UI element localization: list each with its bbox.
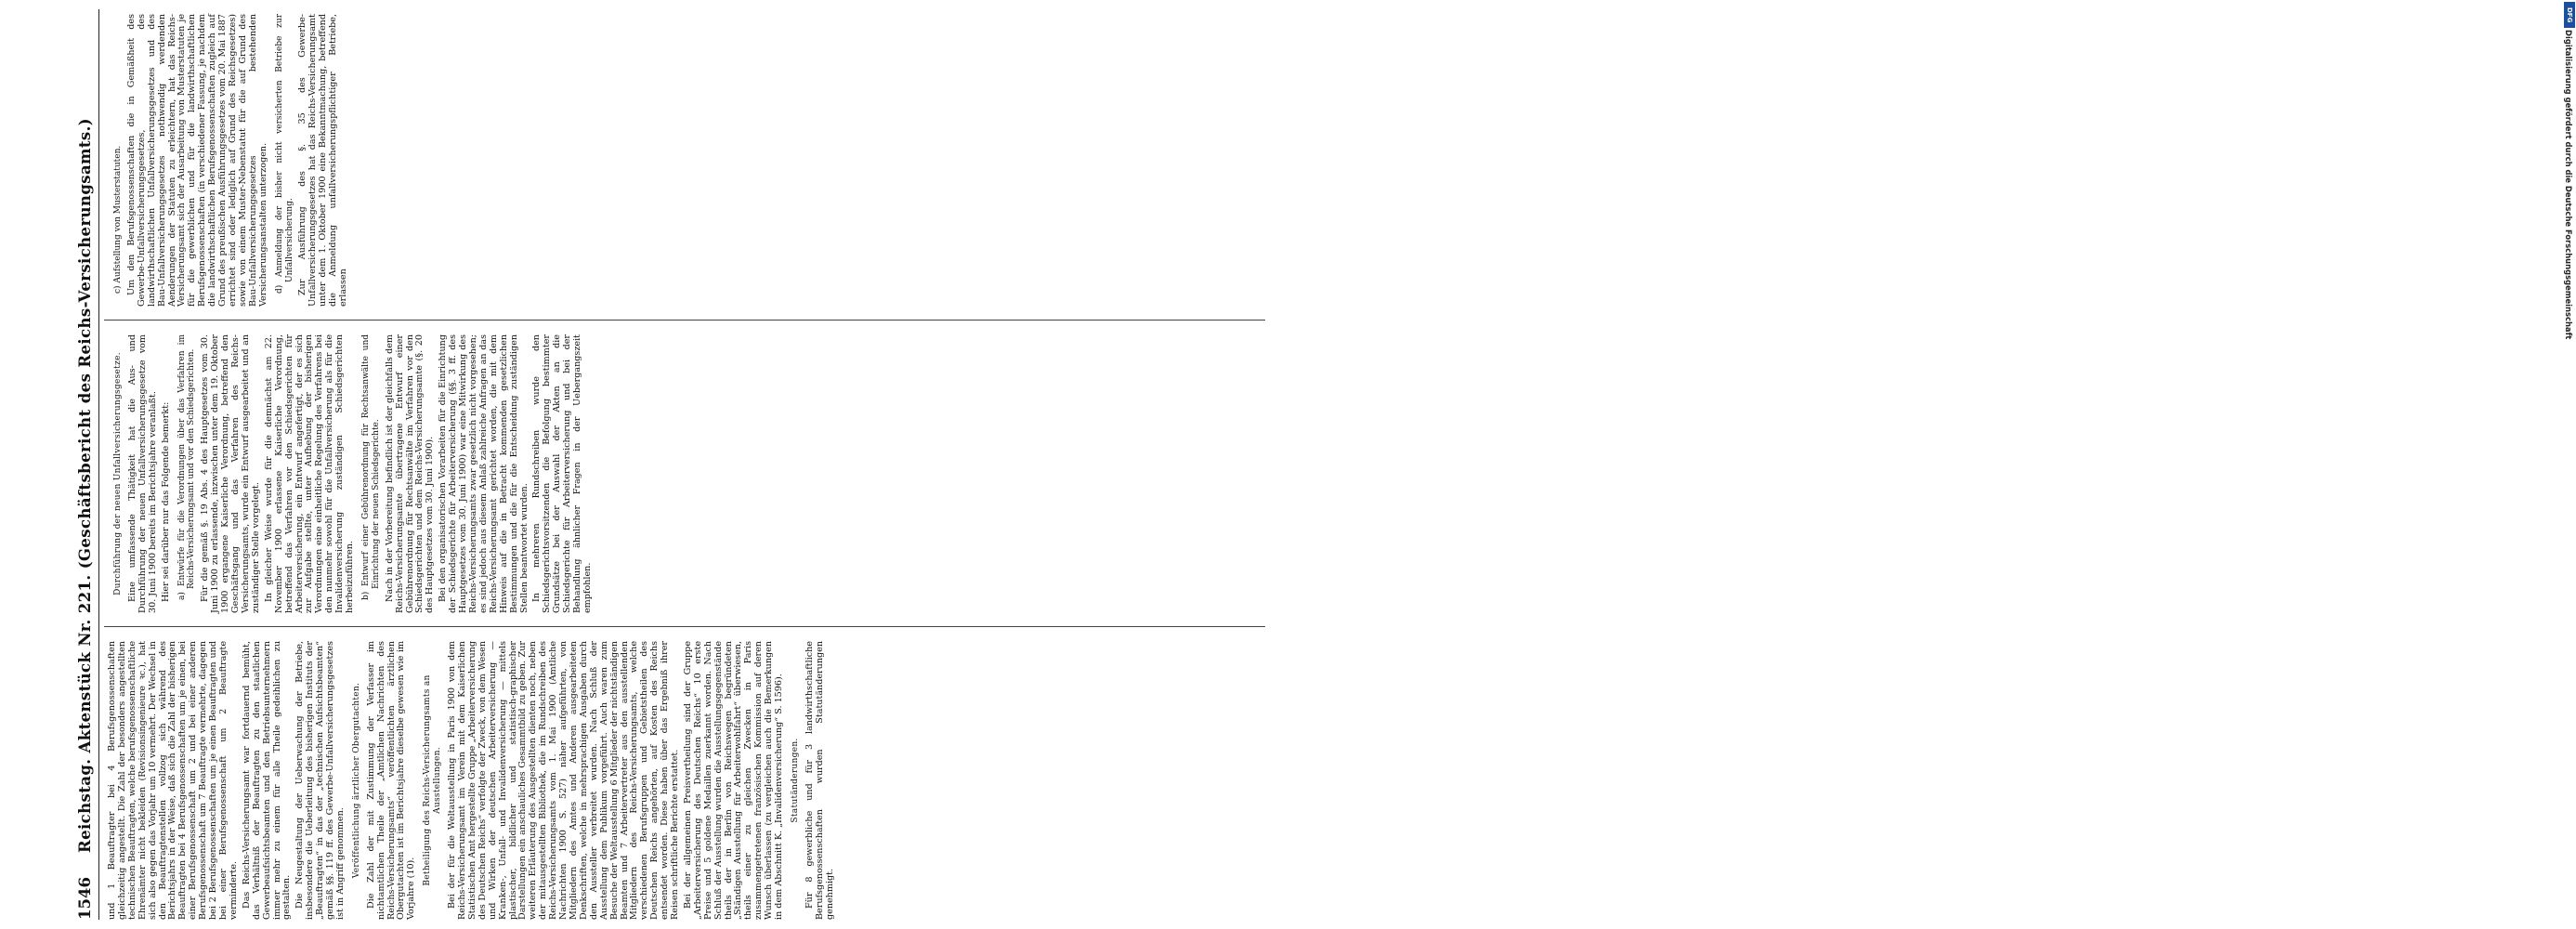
subsection-heading: b) Entwurf einer Gebührenordnung für Rechtsanwälte und Einrichtung der neuen Schiedsgerichte. xyxy=(360,334,381,600)
running-header xyxy=(74,9,99,920)
paragraph: Hier sei darüber nur das Folgende bemerkt: xyxy=(160,401,171,602)
paragraph: Bei den organisatorischen Vorarbeiten für die Einrichtung der Schiedsgerichte für Arbeiterversicherung (§§. 3 ff. des Hauptgesetzes vom 30. Juni 1900) war eine Mitwirkung des Reichs-Versicherungsamts zwar gesetzlich nicht vorgesehen; es sind jedoch aus diesem Anlaß zahlreiche Anfragen an das Reichs-Versicherungsamt gerichtet worden, die mit dem Hinweis auf die in Betracht kommenden gesetzlichen Bestimmungen und die für die Entscheidung zuständigen Stellen beantwortet wurden. xyxy=(438,334,530,613)
paragraph: Für die gemäß §. 19 Abs. 4 des Hauptgesetzes vom 30. Juni 1900 zu erlassende, inzwischen unter dem 19. Oktober 1900 ergangene Kaiserliche Verordnung, betreffend den Geschäftsgang und das Verfahren des Reichs-Versicherungsamts, wurde ein Entwurf ausgearbeitet und an zuständiger Stelle vorgelegt. xyxy=(200,334,261,613)
paragraph: Zur Ausführung des §. 35 des Gewerbe-Unfallversicherungsgesetzes hat das Reichs-Versicherungsamt unter dem 1. Oktober 1900 eine Bekanntmachung, betreffend die Anmeldung unfallversicherungspflichtiger Betriebe, erlassen xyxy=(297,14,349,307)
paragraph: Nach in der Vorbereitung befindlich ist der gleichfalls dem Reichs-Versicherungsamte übertragene Entwurf einer Gebührenordnung für Rechtsanwälte im Verfahren vor den Schiedsgerichten und dem Reichs-Versicherungsamte (§. 20 des Hauptgesetzes vom 30. Juni 1900). xyxy=(384,334,436,613)
subsection-heading: d) Anmeldung der bisher nicht versicherten Betriebe zur Unfallversicherung. xyxy=(274,14,294,294)
paragraph: Die Zahl der mit Zustimmung der Verfasser im nichtamtlichen Theile der „Amtlichen Nachrichten des Reichs-Versicherungsamts“ veröffentlichten ärztlichen Obergutachten ist im Berichtsjahre dieselbe gewesen wie im Vorjahre (10). xyxy=(365,641,417,920)
paragraph: Um den Berufsgenossenschaften die in Gemäßheit des Gewerbe-Unfallversicherungsgesetzes, des landwirthschaftlichen Unfallversicherungsgesetzes und des Bau-Unfallversicherungsgesetzes nothwendig werdenden Aenderungen der Statuten zu erleichtern, hat das Reichs-Versicherungsamt sich der Ausarbeitung von Musterstatuten je für die gewerblichen und für die landwirthschaftlichen Berufsgenossenschaften (in verschiedener Fassung, je nachdem die landwirthschaftlichen Berufsgenossenschaften zugleich auf Grund des preußischen Ausführungsgesetzes vom 20. Mai 1887 errichtet sind oder lediglich auf Grund des Reichsgesetzes) sowie von einem Muster-Nebenstatut für die auf Grund des Bau-Unfallversicherungsgesetzes bestehenden Versicherungsanstalten unterzogen. xyxy=(125,14,268,307)
funding-note: Digitalisierung gefördert durch die Deutsche Forschungsgemeinschaft xyxy=(2564,30,2573,340)
section-heading: Durchführung der neuen Unfallversicherungsgesetze. xyxy=(113,352,123,595)
subsection-heading: c) Aufstellung von Musterstatuten. xyxy=(113,145,123,294)
paragraph: und 1 Beauftragter bei 4 Berufsgenossenschaften gleichzeitig angestellt. Die Zahl der besonders angestellten technischen Beauftragten, welche berufsgenossenschaftliche Ehrenämter nicht bekleiden (Revisionsingenieure ꝛc.), hat sich also gegen das Vorjahr um 10 vermehrt. Der Wechsel in den Beauftragtenstellen vollzog sich während des Berichtsjahrs in der Weise, daß sich die Zahl der bisherigen Beauftragten bei 4 Berufsgenossenschaften um je einen, bei einer Berufsgenossenschaft um 2 und bei einer anderen Berufsgenossenschaft um 7 Beauftragte vermehrte, dagegen bei 2 Berufsgenossenschaften um je einen Beauftragten und bei einer Berufsgenossenschaft um 2 Beauftragte verminderte. xyxy=(107,641,239,920)
paragraph: Die Neugestaltung der Ueberwachung der Betriebe, insbesondere die Ueberleitung des bisherigen Instituts der „Beauftragten“ in das der „technischen Aufsichtsbeamten“ gemäß §§. 119 ff. des Gewerbe-Unfallversicherungsgesetzes ist in Angriff genommen. xyxy=(294,641,346,920)
text-column-middle xyxy=(108,334,1269,613)
paragraph: Bei der allgemeinen Preisvertheilung sind der Gruppe „Arbeiterversicherung des Deutschen Reichs“ 10 erste Preise und 5 goldene Medaillen zuerkannt worden. Nach Schluß der Ausstellung wurden die Ausstellungsgegenstände theils der in Berlin von Reichswegen begründeten „Ständigen Ausstellung für Arbeiterwohlfahrt“ überwiesen, theils einer zu gleichen Zwecken in Paris zusammengetretenen französischen Kommission auf deren Wunsch überlassen (zu vergleichen auch die Bemerkungen in dem Abschnitt K. „Invalidenversicherung“ S. 1596). xyxy=(682,641,785,920)
running-title: Reichstag. Aktenstück Nr. 221. (Geschäftsbericht des Reichs-Versicherungsamts.) xyxy=(76,118,94,853)
subsection-heading: a) Entwürfe für die Verordnungen über das Verfahren im Reichs-Versicherungsamt und vor den Schiedsgerichten. xyxy=(177,334,197,600)
paragraph: Eine umfassende Thätigkeit hat die Aus- und Durchführung der neuen Unfallversicherungsgesetze vom 30. Juni 1900 bereits im Berichtsjahre veranlaßt. xyxy=(126,334,158,613)
dfg-logo: DFG xyxy=(2564,2,2575,28)
text-column-right xyxy=(108,14,1269,307)
paragraph: In mehreren Rundschreiben wurde den Schiedsgerichtsvorsitzenden die Befolgung bestimmter Grundsätze bei der Auswahl der Akten an die Schiedsgerichte für Arbeiterversicherung und bei der Behandlung ähnlicher Fragen in der Uebergangszeit empfohlen. xyxy=(531,334,593,613)
paragraph: Für 8 gewerbliche und für 3 landwirthschaftliche Berufsgenossenschaften wurden Statutänderungen genehmigt. xyxy=(804,641,835,920)
text-column-left xyxy=(108,641,1269,920)
column-divider xyxy=(104,320,1265,321)
column-divider xyxy=(104,626,1265,627)
section-heading: Statutänderungen. xyxy=(791,738,800,823)
paragraph: In gleicher Weise wurde für die demnächst am 22. November 1900 erlassene Kaiserliche Verordnung, betreffend das Verfahren vor den Schiedsgerichten für Arbeiterversicherung, ein Entwurf angefertigt, der es sich zur Aufgabe stellte, unter Aufhebung der bisherigen Verordnungen eine einheitliche Regelung des Verfahrens bei den nunmehr sowohl für die Unfallversicherung als für die Invalidenversicherung zuständigen Schiedsgerichten herbeizuführen. xyxy=(263,334,356,613)
section-heading: Betheiligung des Reichs-Versicherungsamts an Ausstellungen. xyxy=(423,674,443,886)
section-heading: Veröffentlichung ärztlicher Obergutachten. xyxy=(351,682,361,879)
page-number: 1546 xyxy=(76,877,94,920)
rotated-printed-page xyxy=(74,9,1273,920)
paragraph: Bei der für die Weltausstellung in Paris 1900 von dem Reichs-Versicherungsamt im Verein mit dem Kaiserlichen Statistischen Amt hergestellte Gruppe „Arbeiterversicherung des Deutschen Reichs“ verfolgte der Zweck, von dem Wesen und Wirken der deutschen Arbeiterversicherung — Kranken-, Unfall- und Invalidenversicherung — mittels plastischer, bildlicher und statistisch-graphischer Darstellungen ein anschauliches Gesammtbild zu geben. Zur weiteren Erläuterung des Ausgestellten dienten noch, neben der mitausgestellten Bibliothek, die im Rundschreiben des Reichs-Versicherungsamts vom 1. Mai 1900 (Amtliche Nachrichten 1900 S. 527) näher aufgeführten, von Mitgliedern des Amtes und Anderen ausgearbeiteten Denkschriften, welche in mehrsprachigen Ausgaben durch den Aussteller verbreitet wurden. Nach Schluß der Ausstellung dem Publikum vorgeführt. Auch waren zum Besuche der Weltausstellung 6 Mitglieder der nichtständigen Beamten und 7 Arbeitervertreter aus den ausstellenden Mitgliedern des Reichs-Versicherungsamts, welche verschiedenen Berufsgruppen und Gebietstheilen des Deutschen Reichs angehörten, auf Kosten des Reichs entsendet worden. Diese haben über das Ergebniß ihrer Reisen schriftliche Berichte erstattet. xyxy=(447,641,681,920)
digitization-sidebar xyxy=(1280,0,2573,929)
paragraph: Das Reichs-Versicherungsamt war fortdauernd bemüht, das Verhältniß der Beauftragten zu den staatlichen Gewerbeaufsichtsbeamten und den Betriebsunternehmern immer mehr zu einem für alle Theile gedeihlichen zu gestalten. xyxy=(241,641,293,920)
